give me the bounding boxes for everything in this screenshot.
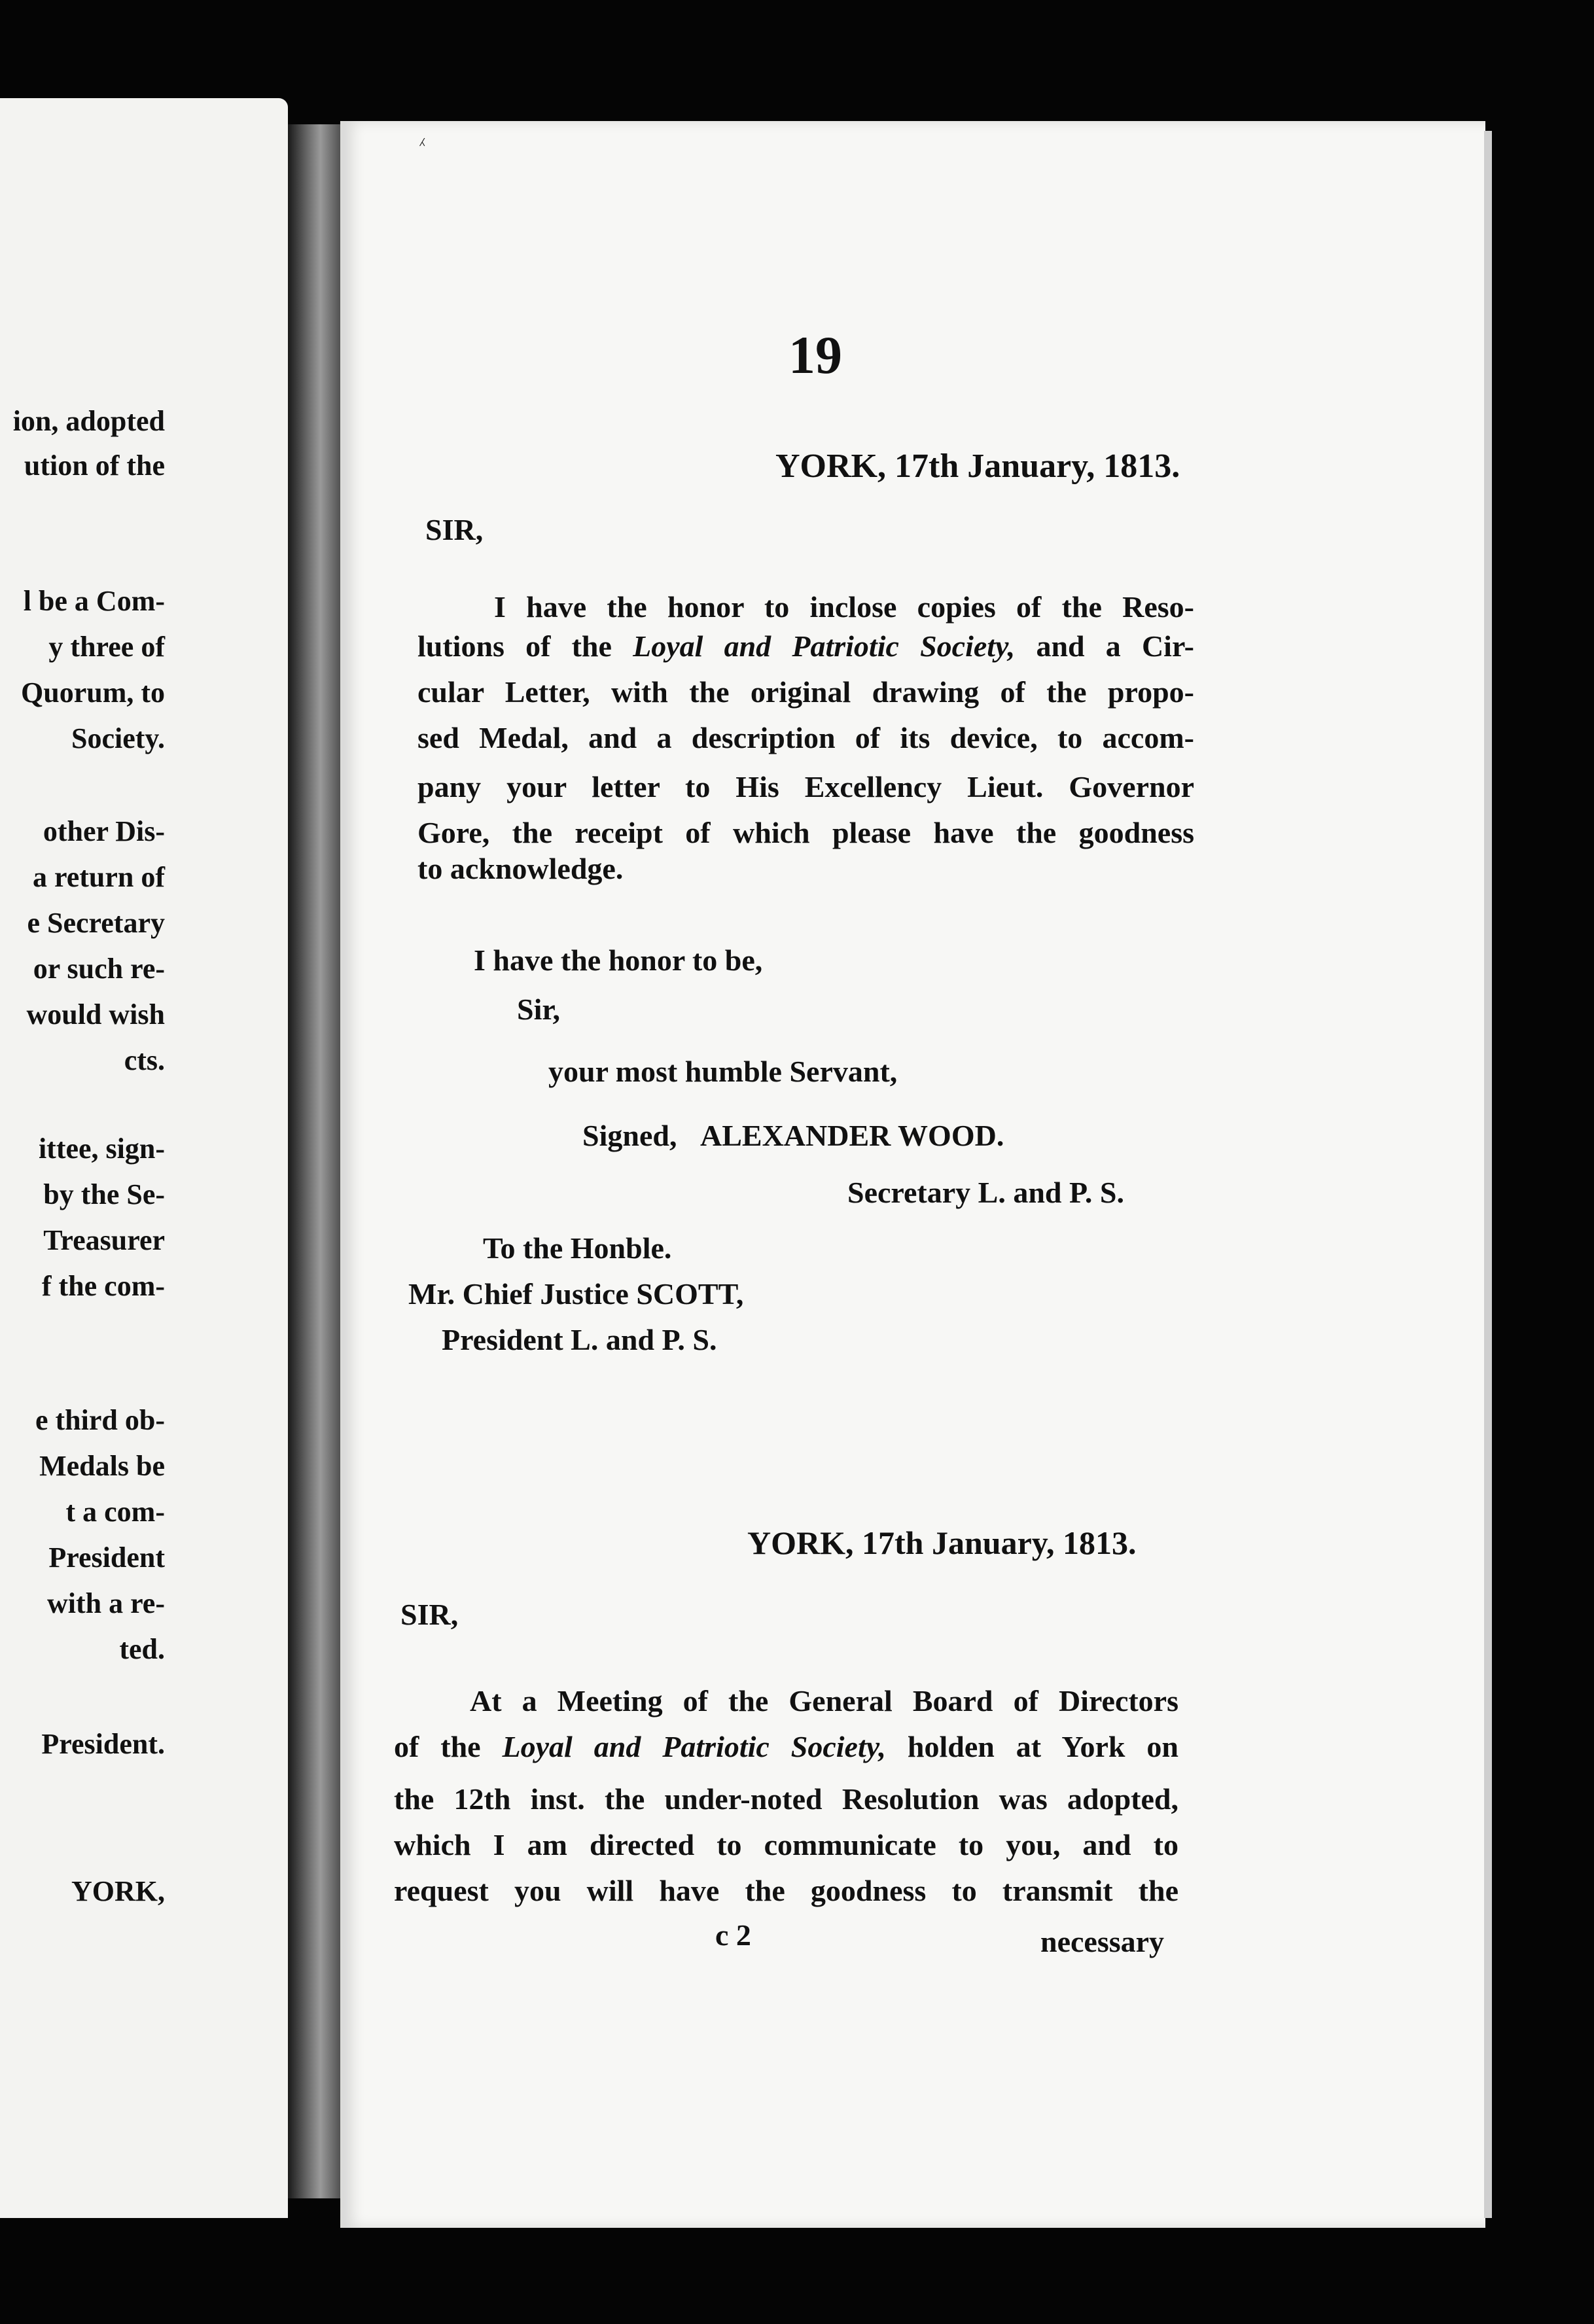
society-name: Loyal and Patriotic Society,: [633, 629, 1016, 663]
left-line: ittee, sign-: [38, 1133, 165, 1165]
left-line: e third ob-: [35, 1404, 165, 1436]
left-line: Quorum, to: [21, 677, 165, 709]
left-line: Society.: [71, 722, 165, 754]
body-line: the 12th inst. the under-noted Resolution was adopted,: [394, 1782, 1178, 1816]
signed-label: Signed,: [582, 1119, 677, 1152]
left-line: President: [48, 1541, 165, 1574]
body-line: Gore, the receipt of which please have the goodness: [417, 816, 1194, 849]
left-line: a return of: [32, 861, 165, 893]
left-line: with a re-: [46, 1587, 165, 1619]
page-edge: [1484, 131, 1492, 2218]
left-line: by the Se-: [43, 1178, 165, 1210]
left-line: Treasurer: [43, 1224, 165, 1256]
body-line: pany your letter to His Excellency Lieut. Governor: [417, 770, 1194, 803]
body-line: request you will have the goodness to transmit the: [394, 1874, 1178, 1907]
left-line: l be a Com-: [23, 585, 165, 617]
body-line: At a Meeting of the General Board of Directors: [470, 1684, 1178, 1717]
addressee-line: To the Honble.: [483, 1231, 672, 1265]
dateline: YORK, 17th January, 1813.: [747, 1524, 1137, 1561]
body-line: I have the honor to inclose copies of the Reso-: [494, 590, 1194, 624]
left-line: cts.: [124, 1044, 165, 1076]
left-line: t a com-: [65, 1496, 165, 1528]
signer-name: ALEXANDER WOOD.: [700, 1119, 1004, 1152]
salutation: SIR,: [400, 1598, 459, 1631]
left-line: or such re-: [33, 953, 165, 985]
signature-mark: c 2: [715, 1918, 751, 1952]
catchword: necessary: [1040, 1925, 1165, 1958]
body-line: of the Loyal and Patriotic Society, holden at York on: [394, 1730, 1179, 1763]
left-line: y three of: [48, 631, 165, 663]
left-line: would wish: [26, 998, 165, 1030]
left-line: Medals be: [39, 1450, 165, 1482]
left-line: f the com-: [41, 1270, 165, 1302]
left-line: ution of the: [24, 449, 165, 482]
body-line: to acknowledge.: [417, 852, 624, 885]
top-mark: ⁁: [420, 127, 425, 146]
closing: I have the honor to be,: [474, 943, 763, 977]
body-line: cular Letter, with the original drawing of the propo-: [417, 675, 1194, 709]
left-line: ion, adopted: [12, 405, 165, 437]
page-number: 19: [788, 325, 842, 385]
signer-title: Secretary L. and P. S.: [847, 1176, 1124, 1209]
closing-sir: Sir,: [517, 993, 561, 1026]
left-line: e Secretary: [27, 907, 165, 939]
left-line: President.: [41, 1728, 165, 1760]
dateline: YORK, 17th January, 1813.: [775, 448, 1180, 485]
body-line: lutions of the Loyal and Patriotic Society, and a Cir-: [417, 629, 1194, 663]
body-line: sed Medal, and a description of its device, to accom-: [417, 721, 1194, 754]
body-line: which I am directed to communicate to you, and to: [394, 1828, 1178, 1861]
servant-line: your most humble Servant,: [548, 1055, 898, 1088]
salutation: SIR,: [425, 513, 484, 546]
left-line: other Dis-: [43, 815, 165, 847]
left-line: ted.: [119, 1633, 165, 1665]
addressee-line: Mr. Chief Justice SCOTT,: [408, 1277, 744, 1311]
society-name: Loyal and Patriotic Society,: [502, 1730, 886, 1763]
book-gutter: [288, 124, 347, 2198]
addressee-line: President L. and P. S.: [442, 1323, 717, 1356]
left-line: YORK,: [71, 1875, 165, 1907]
